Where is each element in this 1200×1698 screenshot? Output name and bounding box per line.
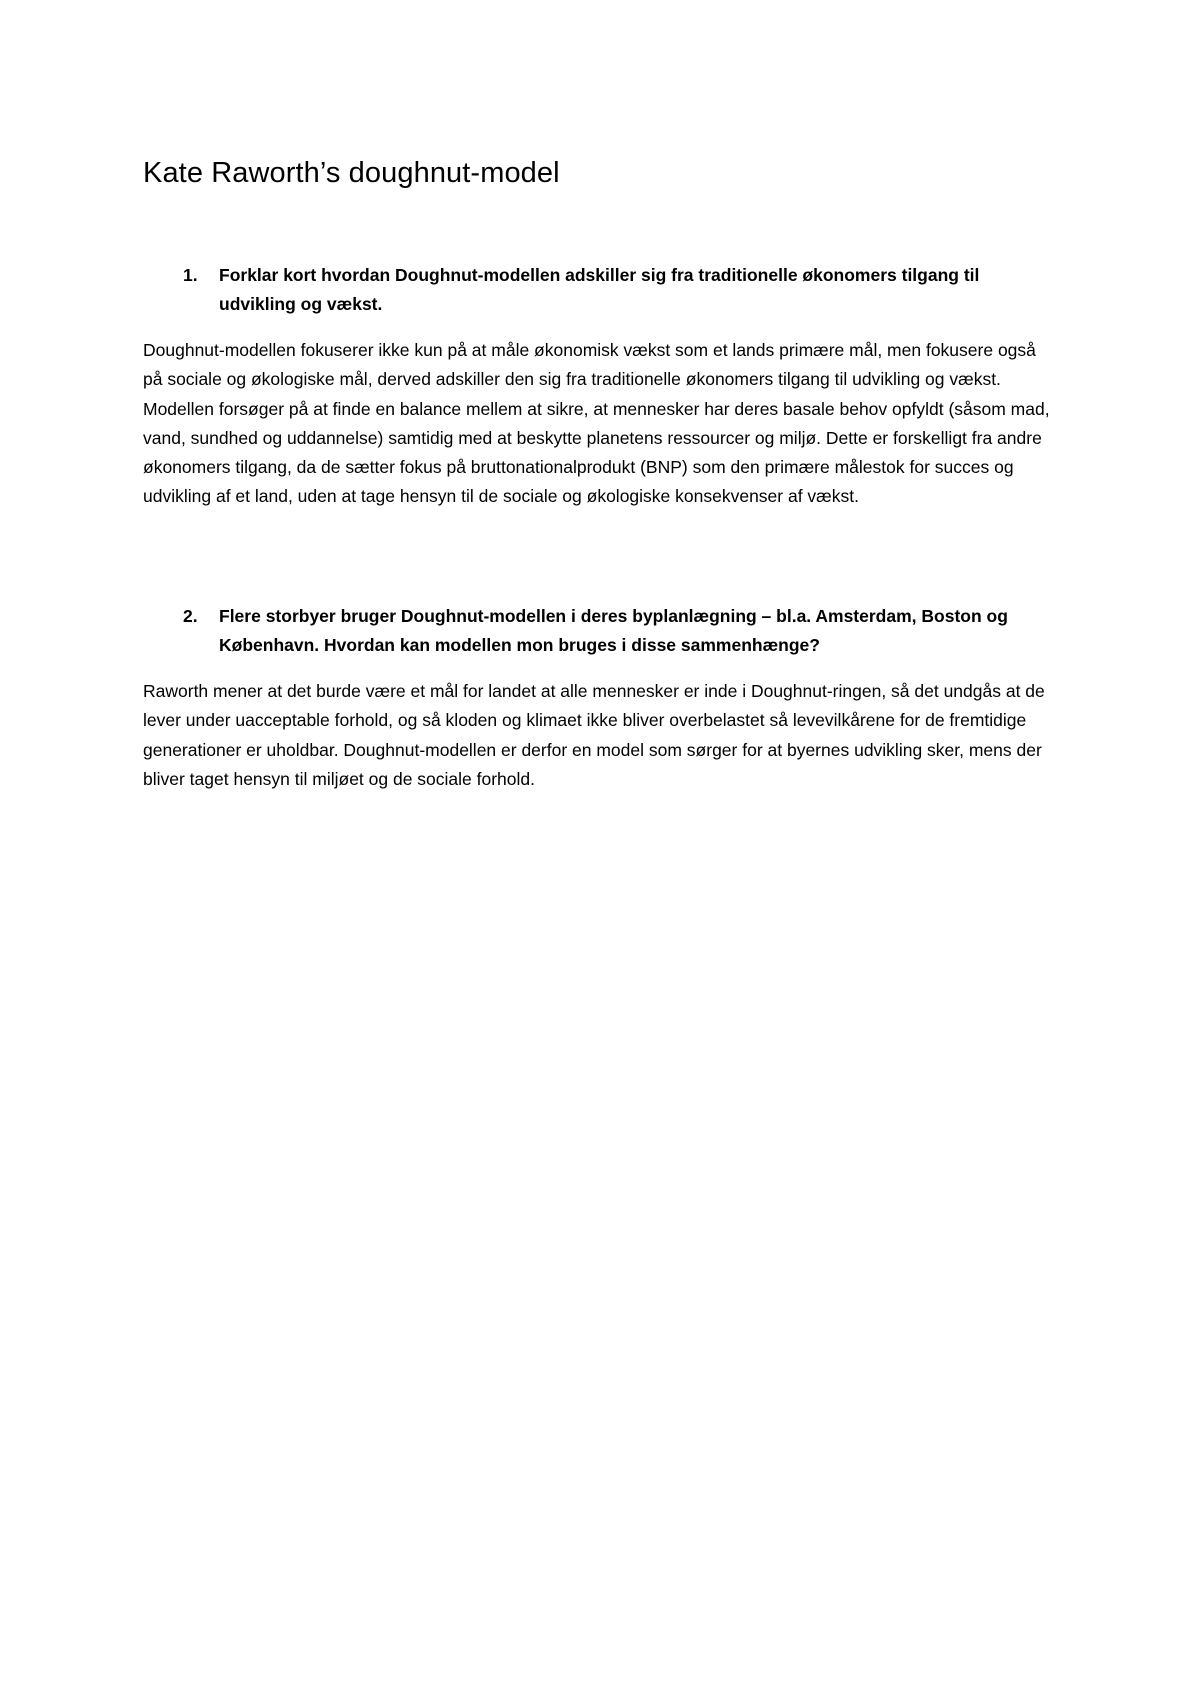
answer-1: Doughnut-modellen fokuserer ikke kun på at måle økonomisk vækst som et lands primære mål, men fokusere også på sociale og økologiske mål, derved adskiller den sig fra traditionelle økonomers tilgang til udvikling og vækst. Modellen forsøger på at finde en balance mellem at sikre, at mennesker har deres basale behov opfyldt (såsom mad, vand, sundhed og uddannelse) samtidig med at beskytte planetens ressourcer og miljø. Dette er forskelligt fra andre økonomers tilgang, da de sætter fokus på bruttonationalprodukt (BNP) som den primære målestok for succes og udvikling af et land, uden at tage hensyn til de sociale og økologiske konsekvenser af vækst. — [143, 340, 1050, 507]
question-text: Forklar kort hvordan Doughnut-modellen adskiller sig fra traditionelle økonomers tilgang til udvikling og vækst. — [219, 265, 980, 314]
question-number: 1. — [183, 265, 198, 285]
document-title: Kate Raworth’s doughnut-model — [143, 157, 560, 189]
question-number: 2. — [183, 606, 198, 626]
question-text: Flere storbyer bruger Doughnut-modellen i deres byplanlægning – bl.a. Amsterdam, Boston og København. Hvordan kan modellen mon bruges i disse sammenhænge? — [219, 606, 1008, 655]
answer-2: Raworth mener at det burde være et mål for landet at alle mennesker er inde i Doughnut-ringen, så det undgås at de lever under uacceptable forhold, og så kloden og klimaet ikke bliver overbelastet så levevilkårene for de fremtidige generationer er uholdbar. Doughnut-modellen er derfor en model som sørger for at byernes udvikling sker, mens der bliver taget hensyn til miljøet og de sociale forhold. — [143, 681, 1045, 789]
question-2 — [143, 602, 1043, 659]
question-1 — [143, 261, 1043, 318]
